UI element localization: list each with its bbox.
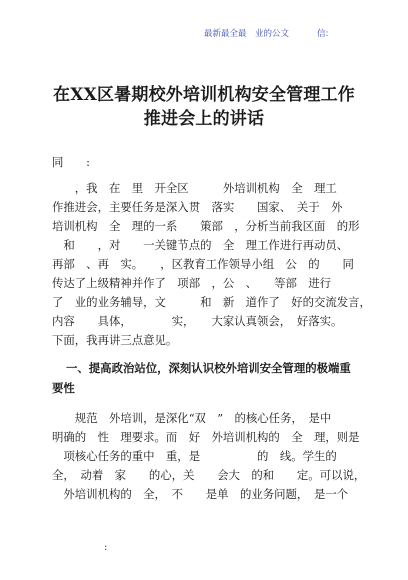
- paragraph-line: 传达了上级精神并作了 项部 ，公 、 等部 进行: [52, 276, 332, 290]
- paragraph-line: 了 业的业务辅导，文 和 新 道作了 好的交流发言，: [52, 295, 371, 309]
- paragraph-line: 和 ，对 一关键节点的 全 理工作进行再动员、: [52, 238, 349, 252]
- paragraph-line: 再部 、再 实。 ，区教育工作领导小组 公 的 同: [52, 257, 354, 271]
- footer-mark: :: [104, 542, 108, 553]
- header-left-text: 最新最全最 业的公文: [204, 29, 290, 39]
- paragraph-line: 明确的 性 理要求。而 好 外培训机构的 全 理，则是: [52, 430, 360, 444]
- header-right-text: 信:: [317, 29, 329, 39]
- document-title-line-1: 在XX区暑期校外培训机构安全管理工作: [53, 85, 355, 105]
- section-heading-1: 一、提高政治站位，深刻认识校外培训安全管理的极端重: [66, 361, 351, 375]
- paragraph-line: 规范 外培训，是深化“双 ” 的核心任务， 是中: [52, 411, 332, 425]
- paragraph-line: 内容 具体， 实， 大家认真领会， 好落实。: [52, 314, 343, 328]
- paragraph-line: 培训机构 全 理的一系 策部 ，分析当前我区面 的形: [52, 219, 360, 233]
- paragraph-line: 外培训机构的 全， 不 是单 的业务问题， 是一个: [52, 487, 349, 501]
- paragraph-line: 下面，我再讲三点意见。: [52, 333, 178, 347]
- paragraph-line: 作推进会，主要任务是深入贯 落实 国家、 关于 外: [52, 200, 343, 214]
- document-title-line-2: 推进会上的讲话: [143, 109, 265, 129]
- paragraph-line: 全， 动着 家 的心，关 会大 的和 定。可以说，: [52, 468, 366, 482]
- section-heading-1-cont: 要性: [52, 381, 75, 395]
- paragraph-line: ，我 在 里 开全区 外培训机构 全 理工: [52, 181, 337, 195]
- paragraph-line: 项核心任务的重中 重，是 的 线。学生的: [52, 449, 337, 463]
- greeting: 同 :: [52, 155, 91, 169]
